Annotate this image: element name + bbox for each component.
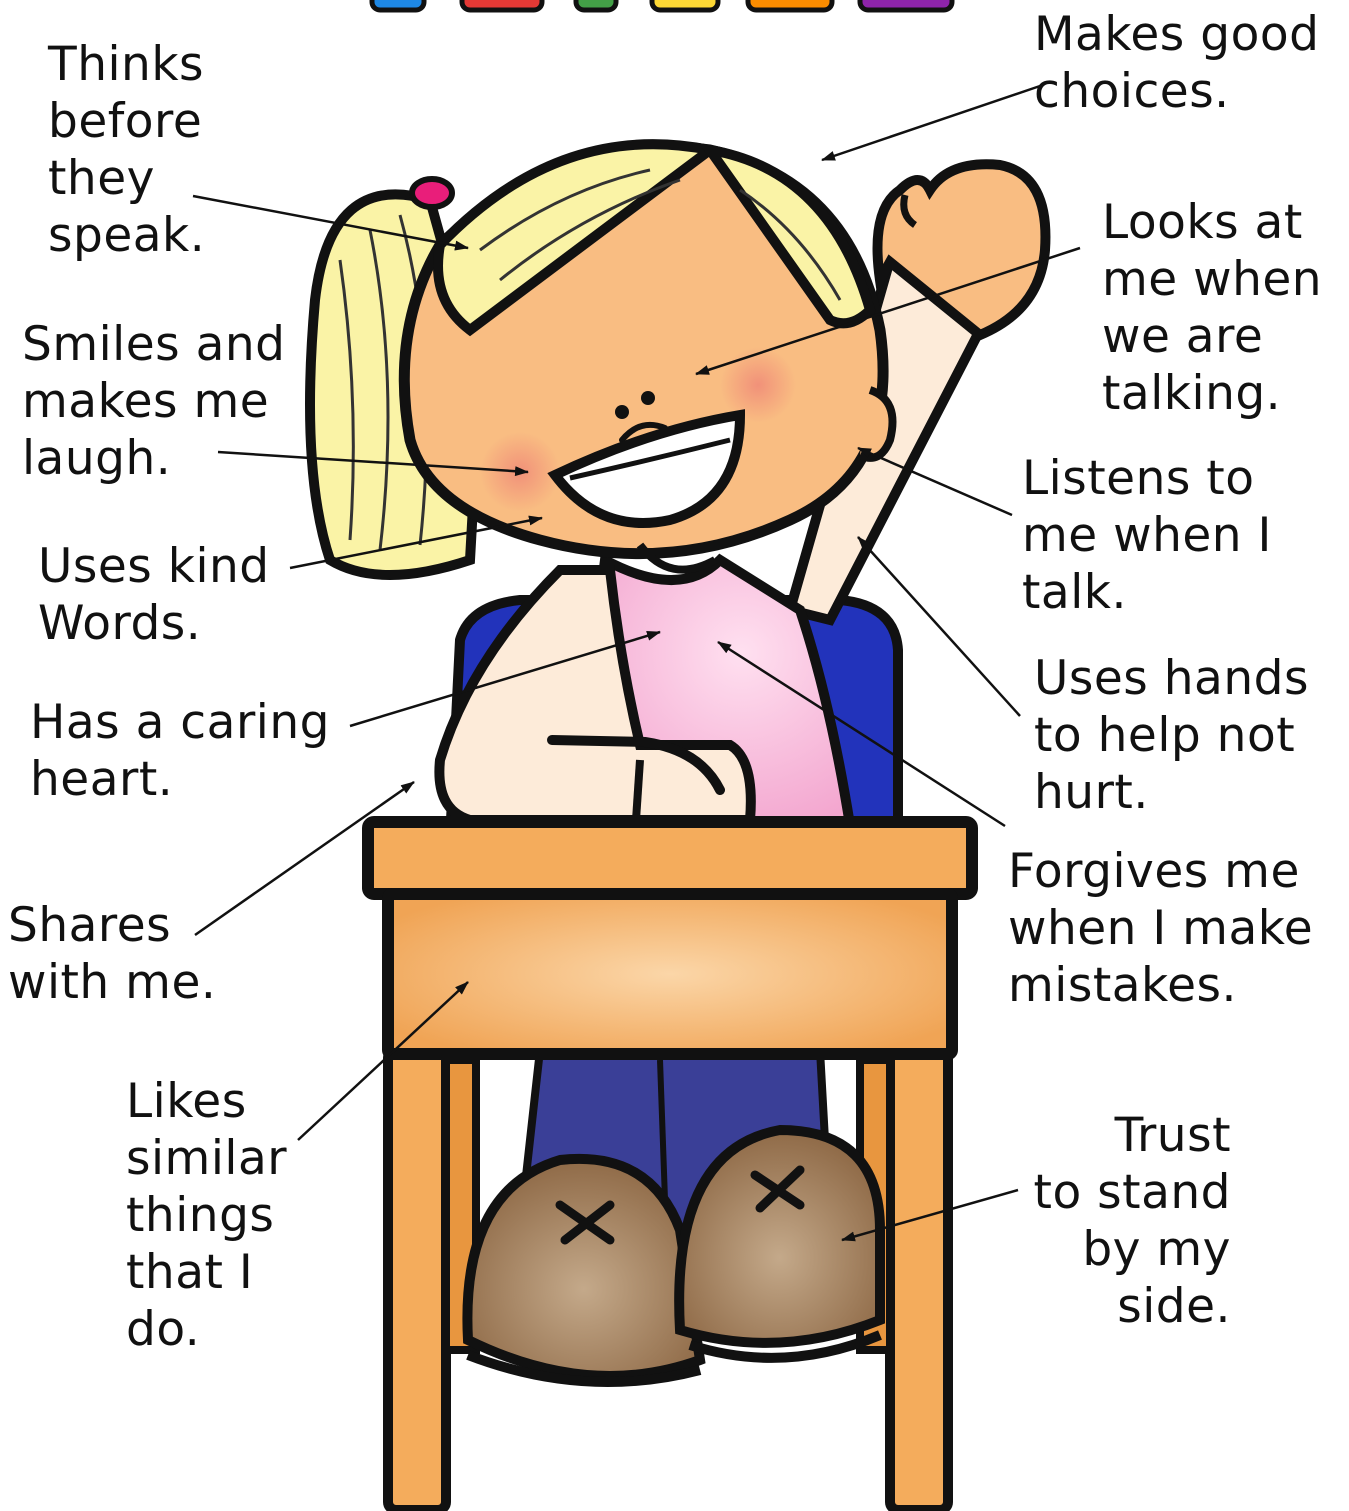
pointer-choices xyxy=(822,86,1040,160)
label-likes-similar-things: Likes similar things that I do. xyxy=(126,1074,288,1357)
label-listens-to-me: Listens to me when I talk. xyxy=(1022,451,1272,620)
desk xyxy=(368,822,972,1054)
title-fragment xyxy=(372,0,952,10)
label-smiles-and-laughs: Smiles and makes me laugh. xyxy=(22,317,286,486)
label-uses-kind-words: Uses kind Words. xyxy=(38,539,270,651)
label-looks-at-me: Looks at me when we are talking. xyxy=(1102,195,1323,421)
label-shares-with-me: Shares with me. xyxy=(8,898,217,1010)
label-makes-good-choices: Makes good choices. xyxy=(1034,7,1320,119)
label-thinks-before-speaking: Thinks before they speak. xyxy=(48,37,206,263)
head xyxy=(404,144,883,569)
label-forgives-me: Forgives me when I make mistakes. xyxy=(1008,844,1314,1013)
label-caring-heart: Has a caring heart. xyxy=(30,695,330,807)
label-uses-hands-to-help: Uses hands to help not hurt. xyxy=(1034,651,1309,820)
label-trust-to-stand-by-me: Trust to stand by my side. xyxy=(1033,1108,1231,1334)
